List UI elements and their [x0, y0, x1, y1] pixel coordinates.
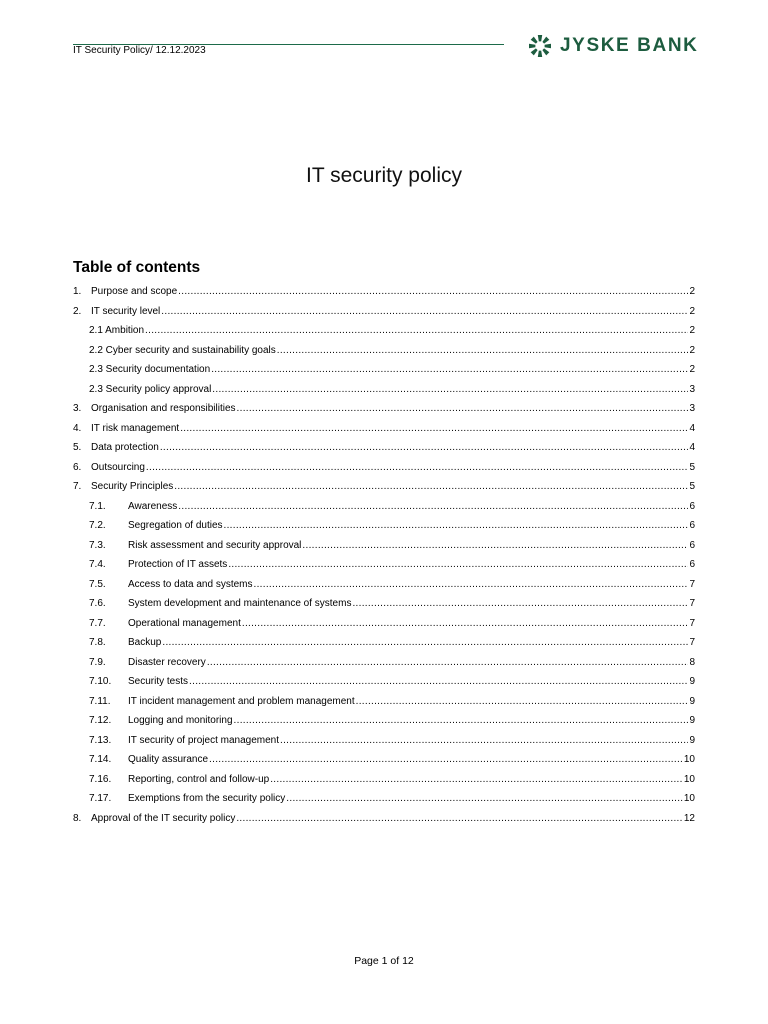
toc-entry-page: 9	[689, 734, 695, 746]
toc-entry-label: Disaster recovery	[128, 656, 206, 668]
toc-entry[interactable]	[73, 384, 695, 404]
toc-entry-number: 7.17.	[89, 793, 112, 804]
toc-entry-label: Backup	[128, 637, 162, 648]
toc-entry-page: 2	[689, 344, 695, 356]
toc-entry-label: Reporting, control and follow-up	[128, 773, 270, 785]
toc-entry-label: Security tests	[128, 676, 189, 687]
toc-dot-leader	[277, 345, 689, 356]
toc-entry-number: 3.	[73, 403, 82, 414]
toc-entry-label: Awareness	[128, 500, 178, 512]
toc-dot-leader	[270, 774, 683, 785]
toc-entry-page: 7	[689, 578, 695, 590]
toc-entry[interactable]	[73, 423, 695, 443]
toc-entry-page: 9	[689, 676, 695, 687]
toc-entry-page: 7	[689, 617, 695, 629]
toc-entry-page: 3	[689, 403, 695, 414]
toc-entry-number: 7.3.	[89, 539, 106, 551]
toc-dot-leader	[236, 813, 683, 824]
toc-entry[interactable]	[73, 286, 695, 306]
toc-entry-label: Operational management	[128, 617, 241, 629]
toc-dot-leader	[234, 715, 689, 726]
toc-entry-number: 2.	[73, 305, 82, 317]
toc-entry[interactable]	[73, 462, 695, 482]
toc-entry[interactable]	[73, 754, 695, 774]
toc-entry-page: 2	[689, 286, 695, 297]
toc-entry-number: 7.14.	[89, 754, 112, 765]
toc-entry-label: IT risk management	[91, 422, 180, 434]
page-number: Page 1 of 12	[354, 955, 414, 967]
toc-entry-label: Purpose and scope	[91, 286, 178, 297]
toc-entry-page: 9	[689, 715, 695, 726]
toc-entry[interactable]	[73, 793, 695, 813]
toc-dot-leader	[286, 793, 683, 804]
bank-logo	[528, 33, 698, 59]
toc-entry-page: 10	[683, 754, 695, 765]
toc-entry-page: 4	[689, 442, 695, 453]
toc-dot-leader	[352, 598, 688, 609]
toc-entry[interactable]	[73, 442, 695, 462]
toc-entry-number: 7.1.	[89, 500, 106, 512]
toc-entry[interactable]	[73, 520, 695, 540]
toc-entry[interactable]	[73, 481, 695, 501]
toc-entry-number: 7.13.	[89, 734, 112, 746]
toc-entry-number: 4.	[73, 422, 82, 434]
toc-entry-number: 7.9.	[89, 656, 106, 668]
toc-entry[interactable]	[73, 364, 695, 384]
toc-entry-page: 5	[689, 481, 695, 492]
toc-entry-number: 7.4.	[89, 559, 106, 570]
toc-entry-page: 5	[689, 461, 695, 473]
toc-entry-label: IT security of project management	[128, 734, 279, 746]
toc-entry-label: Outsourcing	[91, 461, 145, 473]
toc-entry-label: 2.3 Security policy approval	[89, 383, 212, 395]
toc-entry-label: 2.1 Ambition	[89, 325, 145, 336]
toc-entry-page: 6	[689, 520, 695, 531]
toc-dot-leader	[178, 501, 688, 512]
toc-entry-number: 8.	[73, 812, 82, 824]
toc-entry[interactable]	[73, 598, 695, 618]
toc-entry[interactable]	[73, 735, 695, 755]
toc-entry-page: 3	[689, 383, 695, 395]
toc-entry-page: 10	[683, 773, 695, 785]
toc-entry[interactable]	[73, 637, 695, 657]
header-doc-ref: IT Security Policy/ 12.12.2023	[73, 45, 206, 56]
toc-entry-label: System development and maintenance of systems	[128, 598, 352, 609]
toc-dot-leader	[161, 306, 688, 317]
toc-entry-number: 7.7.	[89, 617, 106, 629]
toc-entry-page: 6	[689, 539, 695, 551]
toc-entry-label: Risk assessment and security approval	[128, 539, 302, 551]
toc-entry-page: 2	[689, 305, 695, 317]
toc-entry[interactable]	[73, 540, 695, 560]
toc-entry-label: Exemptions from the security policy	[128, 793, 286, 804]
toc-dot-leader	[254, 579, 689, 590]
toc-entry-page: 8	[689, 656, 695, 668]
toc-entry[interactable]	[73, 774, 695, 794]
toc-entry[interactable]	[73, 559, 695, 579]
logo-wordmark: JYSKE BANK	[560, 35, 699, 56]
toc-entry-label: Access to data and systems	[128, 578, 253, 590]
table-of-contents	[73, 286, 695, 832]
toc-dot-leader	[242, 618, 689, 629]
toc-dot-leader	[228, 559, 688, 570]
toc-entry-label: Segregation of duties	[128, 520, 223, 531]
toc-entry-label: Quality assurance	[128, 754, 209, 765]
toc-entry-number: 7.11.	[89, 695, 111, 707]
toc-entry-label: IT security level	[91, 305, 161, 317]
toc-entry-number: 7.8.	[89, 637, 106, 648]
toc-entry-page: 6	[689, 559, 695, 570]
toc-entry-label: IT incident management and problem management	[128, 695, 355, 707]
toc-entry[interactable]	[73, 501, 695, 521]
toc-entry-page: 7	[689, 637, 695, 648]
toc-dot-leader	[178, 286, 688, 297]
toc-dot-leader	[146, 462, 689, 473]
toc-dot-leader	[212, 384, 688, 395]
toc-dot-leader	[209, 754, 683, 765]
toc-entry-number: 7.16.	[89, 773, 112, 785]
toc-entry[interactable]	[73, 715, 695, 735]
toc-entry-page: 2	[689, 364, 695, 375]
toc-entry[interactable]	[73, 618, 695, 638]
toc-entry[interactable]	[73, 676, 695, 696]
toc-entry-page: 10	[683, 793, 695, 804]
toc-entry-number: 7.6.	[89, 598, 106, 609]
toc-dot-leader	[211, 364, 688, 375]
toc-heading: Table of contents	[73, 259, 201, 276]
toc-dot-leader	[302, 540, 688, 551]
toc-entry[interactable]	[73, 579, 695, 599]
toc-dot-leader	[207, 657, 689, 668]
toc-dot-leader	[280, 735, 688, 746]
toc-entry-label: Security Principles	[91, 481, 174, 492]
toc-entry-number: 6.	[73, 461, 82, 473]
toc-dot-leader	[162, 637, 688, 648]
toc-entry[interactable]	[73, 696, 695, 716]
toc-entry-label: Logging and monitoring	[128, 715, 233, 726]
toc-entry-label: Approval of the IT security policy	[91, 812, 236, 824]
logo-mark-icon	[528, 34, 552, 58]
toc-dot-leader	[180, 423, 688, 434]
toc-entry-label: 2.2 Cyber security and sustainability goals	[89, 344, 276, 356]
toc-dot-leader	[356, 696, 689, 707]
toc-dot-leader	[160, 442, 689, 453]
toc-entry[interactable]	[73, 657, 695, 677]
toc-entry[interactable]	[73, 325, 695, 345]
toc-dot-leader	[145, 325, 688, 336]
toc-dot-leader	[224, 520, 689, 531]
toc-dot-leader	[189, 676, 688, 687]
toc-entry-label: Data protection	[91, 442, 159, 453]
toc-entry-label: 2.3 Security documentation	[89, 364, 211, 375]
toc-entry-label: Protection of IT assets	[128, 559, 228, 570]
toc-dot-leader	[174, 481, 688, 492]
toc-entry-page: 6	[689, 500, 695, 512]
toc-entry-label: Organisation and responsibilities	[91, 403, 236, 414]
toc-entry[interactable]	[73, 813, 695, 833]
header-rule	[73, 44, 504, 45]
toc-entry-number: 7.12.	[89, 715, 112, 726]
toc-entry-number: 5.	[73, 442, 82, 453]
toc-entry-page: 7	[689, 598, 695, 609]
toc-entry-page: 12	[683, 812, 695, 824]
toc-entry-number: 1.	[73, 286, 82, 297]
toc-entry-page: 9	[689, 695, 695, 707]
document-title: IT security policy	[306, 164, 462, 187]
toc-entry[interactable]	[73, 306, 695, 326]
toc-entry-number: 7.	[73, 481, 82, 492]
toc-entry-page: 2	[689, 325, 695, 336]
toc-entry-page: 4	[689, 422, 695, 434]
toc-dot-leader	[237, 403, 689, 414]
toc-entry-number: 7.5.	[89, 578, 106, 590]
toc-entry-number: 7.2.	[89, 520, 106, 531]
toc-entry[interactable]	[73, 345, 695, 365]
toc-entry-number: 7.10.	[89, 676, 112, 687]
toc-entry[interactable]	[73, 403, 695, 423]
